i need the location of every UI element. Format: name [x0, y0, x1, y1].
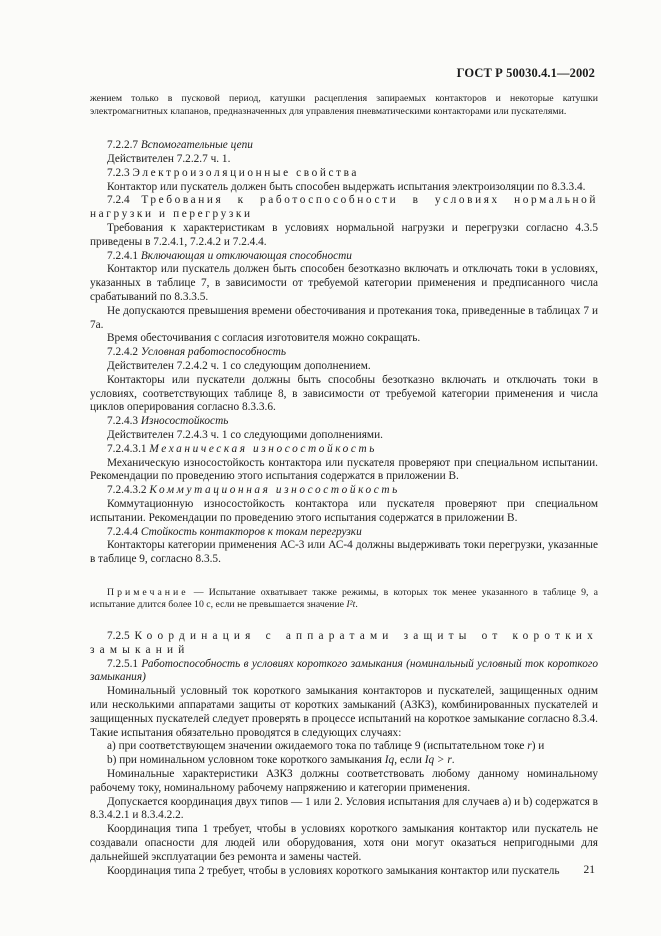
- clause-title: Работоспособность в условиях короткого замыкания (номинальный условный ток короткого замыкания): [90, 657, 598, 684]
- paragraph: Координация типа 1 требует, чтобы в условиях короткого замыкания контактор или пускатель не создавали опасности для людей или оборудования, хотя они могут оказаться непригодными для дальнейшей эксплуатации без ремонта и замены частей.: [90, 823, 598, 863]
- clause-7-2-2-7: [90, 139, 598, 153]
- list-text: ) и: [531, 740, 545, 753]
- note-label: Примечание: [107, 586, 189, 598]
- note-text: — Испытание охватывает также режимы, в которых ток менее указанного в таблице 9, а испытание длится более 10 с, если не превышается значение: [90, 586, 598, 611]
- clause-number: 7.2.4.4: [107, 525, 141, 538]
- clause-title: Вспомогательные цепи: [140, 139, 253, 152]
- page-body: [90, 93, 598, 878]
- symbol: r: [527, 740, 532, 753]
- symbol: Iq > r: [424, 754, 452, 767]
- clause-number: 7.2.4.3: [107, 415, 141, 428]
- paragraph: Номинальные характеристики АЗКЗ должны соответствовать любому данному номинальному рабочему току, номинальному рабочему напряжению и категории применения.: [90, 768, 598, 794]
- clause-title: Условная работоспособность: [140, 346, 286, 359]
- clause-number: 7.2.5: [107, 630, 135, 643]
- page-number: 21: [583, 864, 595, 876]
- clause-7-2-4-3: [90, 415, 598, 429]
- clause-title: Включающая и отключающая способности: [140, 249, 352, 262]
- list-item-a: [90, 740, 598, 754]
- clause-7-2-4-4: [90, 526, 598, 540]
- clause-number: 7.2.2.7: [107, 139, 141, 152]
- paragraph: Номинальный условный ток короткого замыкания контакторов и пускателей, защищенных одним или несколькими аппаратами защиты от коротких замыканий (АЗКЗ), комбинированных пускателей и защищенных пускателей следует проверять в процессе испытаний на короткое замыкание согласно 8.3.4. Такие испытания обязательно проводятся в следующих случаях:: [90, 685, 598, 739]
- clause-title: Координация с аппаратами защиты от коротких замыканий: [90, 630, 598, 656]
- clause-7-2-4-2: [90, 346, 598, 360]
- paragraph: Контактор или пускатель должен быть способен безотказно включать и отключать токи в условиях, указанных в таблице 7, в зависимости от требуемой категории применения и предписанного числа срабатываний по 8.3.3.5.: [90, 263, 598, 303]
- note-end: .: [355, 599, 358, 611]
- clause-7-2-3: [90, 167, 598, 181]
- paragraph: Механическую износостойкость контактора или пускателя проверяют при специальном испытании. Рекомендации по проведению этого испытания содержатся в приложении В.: [90, 456, 598, 483]
- clause-title: Механическая износостойкость: [149, 442, 378, 455]
- paragraph: Действителен 7.2.2.7 ч. 1.: [107, 152, 231, 165]
- clause-7-2-5: [90, 630, 598, 658]
- paragraph: Коммутационную износостойкость контактора или пускателя проверяют при специальном испытании. Рекомендации по проведению этого испытания содержатся в приложении В.: [90, 497, 598, 524]
- note-symbol: I²t: [346, 599, 356, 611]
- paragraph: Координация типа 2 требует, чтобы в условиях короткого замыкания контактор или пускатель: [107, 864, 560, 877]
- clause-7-2-4: [90, 194, 598, 222]
- clause-title: Требования к работоспособности в условиях нормальной нагрузки и перегрузки: [90, 194, 598, 221]
- clause-7-2-4-1: [90, 250, 598, 264]
- clause-number: 7.2.3: [107, 166, 133, 179]
- list-text: a) при соответствующем значении ожидаемого тока по таблице 9 (испытательном токе: [107, 740, 528, 753]
- clause-title: Коммутационная износостойкость: [149, 484, 400, 497]
- paragraph: Действителен 7.2.4.2 ч. 1 со следующим дополнением.: [107, 359, 371, 372]
- paragraph: Требования к характеристикам в условиях нормальной нагрузки и перегрузки согласно 4.3.5 приведены в 7.2.4.1, 7.2.4.2 и 7.2.4.4.: [90, 221, 598, 248]
- paragraph: Допускается координация двух типов — 1 или 2. Условия испытания для случаев а) и b) содержатся в 8.3.4.2.1 и 8.3.4.2.2.: [90, 795, 598, 822]
- symbol: Iq: [384, 754, 395, 767]
- paragraph: Контакторы категории применения АС-3 или АС-4 должны выдерживать токи перегрузки, указанные в таблице 9, согласно 8.3.5.: [90, 539, 598, 566]
- clause-number: 7.2.5.1: [107, 657, 142, 670]
- paragraph: Не допускаются превышения времени обесточивания и протекания тока, приведенные в таблицах 7 и 7а.: [90, 304, 598, 331]
- document-code-header: ГОСТ Р 50030.4.1—2002: [456, 66, 595, 80]
- paragraph: Контакторы или пускатели должны быть способны безотказно включать и отключать токи в условиях, соответствующих таблице 8, в зависимости от требуемой категории применения и числа циклов оперирования согласно 8.3.3.6.: [90, 373, 598, 414]
- list-item-b: [90, 754, 598, 768]
- clause-7-2-4-3-1: [90, 443, 598, 457]
- clause-title: Стойкость контакторов к токам перегрузки: [140, 525, 362, 538]
- clause-7-2-5-1: [90, 658, 598, 686]
- clause-title: Электроизоляционные свойства: [132, 166, 360, 179]
- clause-number: 7.2.4.1: [107, 249, 141, 262]
- list-text: .: [451, 754, 455, 767]
- clause-title: Износостойкость: [140, 415, 229, 428]
- clause-number: 7.2.4.3.2: [107, 484, 150, 497]
- paragraph: Время обесточивания с согласия изготовителя можно сокращать.: [107, 332, 421, 345]
- paragraph: Контактор или пускатель должен быть способен выдержать испытания электроизоляции по 8.3.3.4.: [107, 180, 586, 193]
- list-text: , если: [394, 754, 425, 767]
- note: [90, 587, 598, 612]
- clause-number: 7.2.4.2: [107, 346, 141, 359]
- clause-7-2-4-3-2: [90, 484, 598, 498]
- paragraph: Действителен 7.2.4.3 ч. 1 со следующими дополнениями.: [107, 428, 383, 441]
- list-text: b) при номинальном условном токе короткого замыкания: [107, 754, 385, 767]
- paragraph-continuation: жением только в пусковой период, катушки расцепления запираемых контакторов и некоторые катушки электромагнитных клапанов, предназначенных для управления пневматическими контакторами или пускателями.: [90, 93, 598, 117]
- clause-number: 7.2.4: [107, 194, 142, 207]
- clause-number: 7.2.4.3.1: [107, 442, 150, 455]
